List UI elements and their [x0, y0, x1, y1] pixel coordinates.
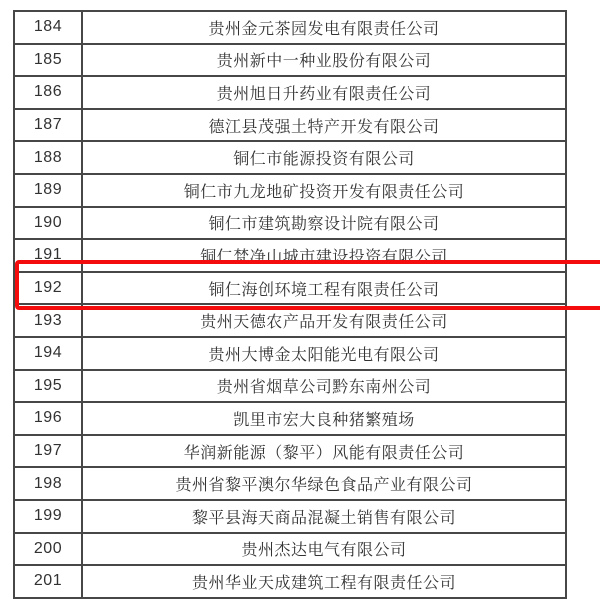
table-row	[14, 435, 566, 468]
row-number: 201	[14, 565, 82, 598]
row-number: 194	[14, 337, 82, 370]
table-row	[14, 272, 566, 305]
company-name: 黎平县海天商品混凝土销售有限公司	[82, 500, 566, 533]
company-name: 贵州杰达电气有限公司	[82, 533, 566, 566]
row-number: 192	[14, 272, 82, 305]
table-row	[14, 207, 566, 240]
table-row	[14, 76, 566, 109]
company-name: 铜仁市建筑勘察设计院有限公司	[82, 207, 566, 240]
row-number: 189	[14, 174, 82, 207]
row-number: 195	[14, 370, 82, 403]
company-name: 铜仁市九龙地矿投资开发有限责任公司	[82, 174, 566, 207]
row-number: 197	[14, 435, 82, 468]
row-number: 193	[14, 304, 82, 337]
row-number: 199	[14, 500, 82, 533]
row-number: 198	[14, 467, 82, 500]
table-row	[14, 44, 566, 77]
table-row	[14, 304, 566, 337]
company-name: 凯里市宏大良种猪繁殖场	[82, 402, 566, 435]
company-name: 铜仁梵净山城市建设投资有限公司	[82, 239, 566, 272]
company-name: 贵州旭日升药业有限责任公司	[82, 76, 566, 109]
table-row	[14, 467, 566, 500]
company-name: 贵州新中一种业股份有限公司	[82, 44, 566, 77]
company-name: 铜仁海创环境工程有限责任公司	[82, 272, 566, 305]
table-row	[14, 11, 566, 44]
table-row	[14, 109, 566, 142]
table-row	[14, 174, 566, 207]
row-number: 184	[14, 11, 82, 44]
company-name: 铜仁市能源投资有限公司	[82, 141, 566, 174]
company-name: 华润新能源（黎平）风能有限责任公司	[82, 435, 566, 468]
company-name: 贵州省烟草公司黔东南州公司	[82, 370, 566, 403]
table-row	[14, 402, 566, 435]
company-table	[13, 10, 567, 599]
table-row	[14, 141, 566, 174]
table-row	[14, 500, 566, 533]
row-number: 200	[14, 533, 82, 566]
company-name: 德江县茂强土特产开发有限公司	[82, 109, 566, 142]
table-row	[14, 370, 566, 403]
row-number: 190	[14, 207, 82, 240]
table-row	[14, 533, 566, 566]
row-number: 196	[14, 402, 82, 435]
company-name: 贵州大博金太阳能光电有限公司	[82, 337, 566, 370]
row-number: 191	[14, 239, 82, 272]
company-name: 贵州金元茶园发电有限责任公司	[82, 11, 566, 44]
row-number: 188	[14, 141, 82, 174]
company-name: 贵州华业天成建筑工程有限责任公司	[82, 565, 566, 598]
table-row	[14, 239, 566, 272]
company-name: 贵州省黎平澳尔华绿色食品产业有限公司	[82, 467, 566, 500]
row-number: 187	[14, 109, 82, 142]
table-row	[14, 565, 566, 598]
row-number: 185	[14, 44, 82, 77]
company-name: 贵州天德农产品开发有限责任公司	[82, 304, 566, 337]
row-number: 186	[14, 76, 82, 109]
table-row	[14, 337, 566, 370]
table-body	[14, 11, 566, 598]
